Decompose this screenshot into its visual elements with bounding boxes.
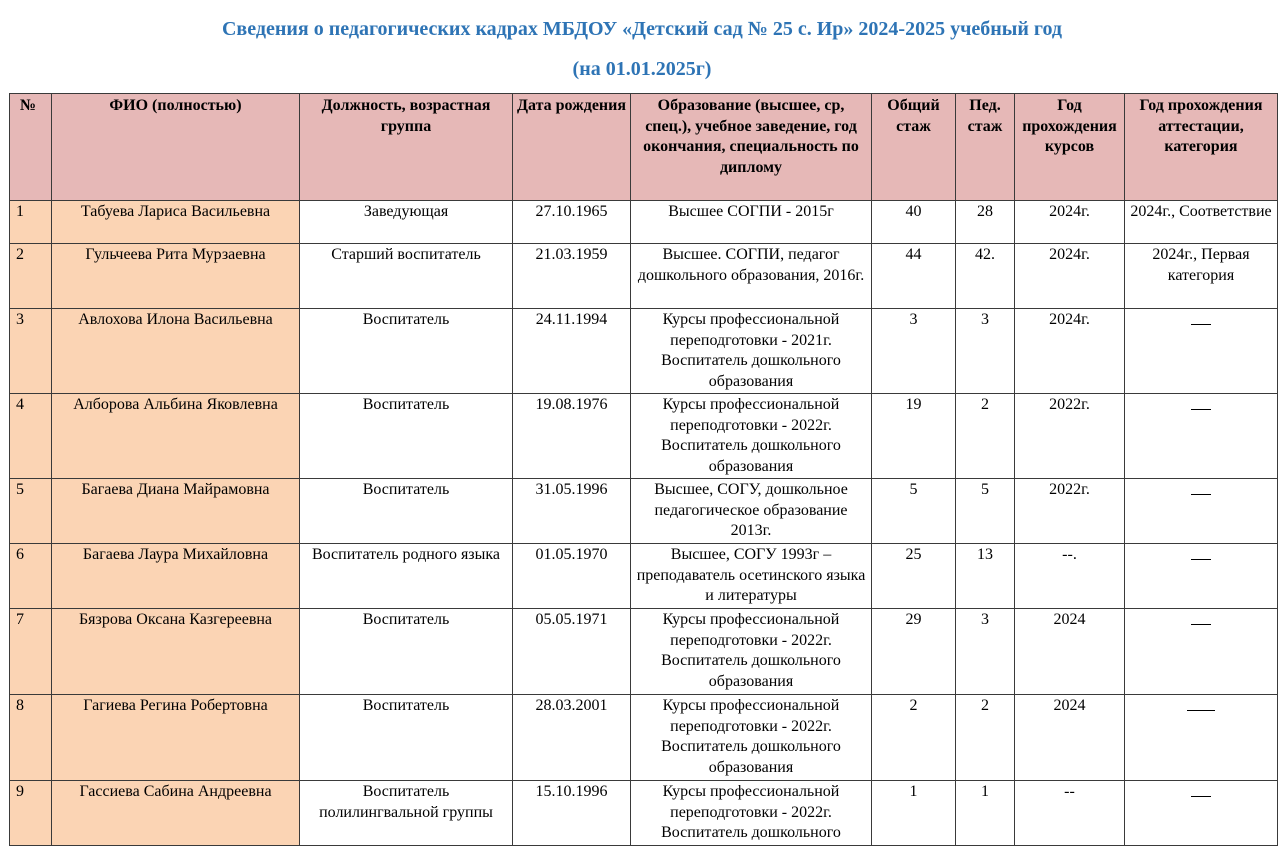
row-attestation <box>1125 479 1278 544</box>
row-attestation <box>1125 695 1278 781</box>
row-position: Воспитатель родного языка <box>300 544 513 609</box>
row-courses: 2022г. <box>1015 394 1125 479</box>
row-num: 7 <box>10 609 52 695</box>
row-fio: Табуева Лариса Васильевна <box>52 201 300 244</box>
row-birth: 28.03.2001 <box>513 695 631 781</box>
table-row <box>10 544 1278 609</box>
row-birth: 01.05.1970 <box>513 544 631 609</box>
row-courses: -- <box>1015 781 1125 846</box>
row-education: Высшее. СОГПИ, педагог дошкольного образования, 2016г. <box>631 244 872 309</box>
row-fio: Гассиева Сабина Андреевна <box>52 781 300 846</box>
row-total-experience: 2 <box>872 695 956 781</box>
header-fio: ФИО (полностью) <box>52 94 300 201</box>
row-ped-experience: 13 <box>956 544 1015 609</box>
header-row <box>10 94 1278 201</box>
row-total-experience: 44 <box>872 244 956 309</box>
row-total-experience: 5 <box>872 479 956 544</box>
row-total-experience: 1 <box>872 781 956 846</box>
row-education: Курсы профессиональной переподготовки - 2022г. Воспитатель дошкольного <box>631 781 872 846</box>
header-position: Должность, возрастная группа <box>300 94 513 201</box>
row-num: 4 <box>10 394 52 479</box>
dash-mark <box>1191 545 1211 560</box>
row-courses: 2022г. <box>1015 479 1125 544</box>
row-total-experience: 25 <box>872 544 956 609</box>
header-courses: Год прохождения курсов <box>1015 94 1125 201</box>
row-position: Воспитатель полилингвальной группы <box>300 781 513 846</box>
row-ped-experience: 5 <box>956 479 1015 544</box>
row-attestation <box>1125 544 1278 609</box>
row-num: 1 <box>10 201 52 244</box>
row-education: Высшее СОГПИ - 2015г <box>631 201 872 244</box>
row-courses: --. <box>1015 544 1125 609</box>
row-ped-experience: 28 <box>956 201 1015 244</box>
row-num: 5 <box>10 479 52 544</box>
row-position: Воспитатель <box>300 609 513 695</box>
table-row <box>10 695 1278 781</box>
header-birth: Дата рождения <box>513 94 631 201</box>
row-fio: Авлохова Илона Васильевна <box>52 309 300 394</box>
row-attestation <box>1125 309 1278 394</box>
dash-mark <box>1187 696 1215 711</box>
row-position: Заведующая <box>300 201 513 244</box>
row-courses: 2024г. <box>1015 201 1125 244</box>
table-row <box>10 201 1278 244</box>
row-birth: 31.05.1996 <box>513 479 631 544</box>
table-row <box>10 781 1278 846</box>
table-row <box>10 309 1278 394</box>
row-position: Воспитатель <box>300 309 513 394</box>
table-row <box>10 394 1278 479</box>
staff-table <box>9 93 1278 846</box>
row-num: 8 <box>10 695 52 781</box>
row-education: Высшее, СОГУ 1993г – преподаватель осетинского языка и литературы <box>631 544 872 609</box>
row-education: Курсы профессиональной переподготовки - 2021г. Воспитатель дошкольного образования <box>631 309 872 394</box>
row-num: 3 <box>10 309 52 394</box>
row-ped-experience: 3 <box>956 309 1015 394</box>
row-education: Высшее, СОГУ, дошкольное педагогическое образование 2013г. <box>631 479 872 544</box>
row-attestation <box>1125 781 1278 846</box>
row-num: 2 <box>10 244 52 309</box>
row-num: 6 <box>10 544 52 609</box>
table-row <box>10 244 1278 309</box>
table-row <box>10 479 1278 544</box>
dash-mark <box>1191 782 1211 797</box>
row-fio: Гульчеева Рита Мурзаевна <box>52 244 300 309</box>
row-total-experience: 3 <box>872 309 956 394</box>
row-ped-experience: 42. <box>956 244 1015 309</box>
row-courses: 2024г. <box>1015 244 1125 309</box>
row-num: 9 <box>10 781 52 846</box>
row-birth: 21.03.1959 <box>513 244 631 309</box>
row-ped-experience: 3 <box>956 609 1015 695</box>
row-attestation <box>1125 394 1278 479</box>
row-courses: 2024 <box>1015 609 1125 695</box>
document-subtitle: (на 01.01.2025г) <box>572 58 712 80</box>
header-attestation: Год прохождения аттестации, категория <box>1125 94 1278 201</box>
row-fio: Алборова Альбина Яковлевна <box>52 394 300 479</box>
row-birth: 24.11.1994 <box>513 309 631 394</box>
row-ped-experience: 2 <box>956 695 1015 781</box>
row-education: Курсы профессиональной переподготовки - 2022г. Воспитатель дошкольного образования <box>631 609 872 695</box>
row-fio: Гагиева Регина Робертовна <box>52 695 300 781</box>
row-attestation: 2024г., Соответствие <box>1125 201 1278 244</box>
row-total-experience: 19 <box>872 394 956 479</box>
header-ped-experience: Пед. стаж <box>956 94 1015 201</box>
row-birth: 27.10.1965 <box>513 201 631 244</box>
table-row <box>10 609 1278 695</box>
dash-mark <box>1191 610 1211 625</box>
row-position: Воспитатель <box>300 695 513 781</box>
dash-mark <box>1191 395 1211 410</box>
row-education: Курсы профессиональной переподготовки - 2022г. Воспитатель дошкольного образования <box>631 394 872 479</box>
header-education: Образование (высшее, ср, спец.), учебное заведение, год окончания, специальность по диплому <box>631 94 872 201</box>
row-birth: 15.10.1996 <box>513 781 631 846</box>
row-attestation <box>1125 609 1278 695</box>
dash-mark <box>1191 310 1211 325</box>
row-ped-experience: 1 <box>956 781 1015 846</box>
row-fio: Багаева Диана Майрамовна <box>52 479 300 544</box>
document-title: Сведения о педагогических кадрах МБДОУ «Детский сад № 25 с. Ир» 2024-2025 учебный год <box>221 18 1063 40</box>
header-total-experience: Общий стаж <box>872 94 956 201</box>
row-birth: 05.05.1971 <box>513 609 631 695</box>
row-birth: 19.08.1976 <box>513 394 631 479</box>
row-position: Воспитатель <box>300 394 513 479</box>
row-position: Старший воспитатель <box>300 244 513 309</box>
header-num: № <box>10 94 52 201</box>
row-position: Воспитатель <box>300 479 513 544</box>
row-total-experience: 29 <box>872 609 956 695</box>
row-courses: 2024 <box>1015 695 1125 781</box>
row-courses: 2024г. <box>1015 309 1125 394</box>
row-ped-experience: 2 <box>956 394 1015 479</box>
dash-mark <box>1191 480 1211 495</box>
row-education: Курсы профессиональной переподготовки - 2022г. Воспитатель дошкольного образования <box>631 695 872 781</box>
row-fio: Бязрова Оксана Казгереевна <box>52 609 300 695</box>
row-attestation: 2024г., Первая категория <box>1125 244 1278 309</box>
row-total-experience: 40 <box>872 201 956 244</box>
row-fio: Багаева Лаура Михайловна <box>52 544 300 609</box>
